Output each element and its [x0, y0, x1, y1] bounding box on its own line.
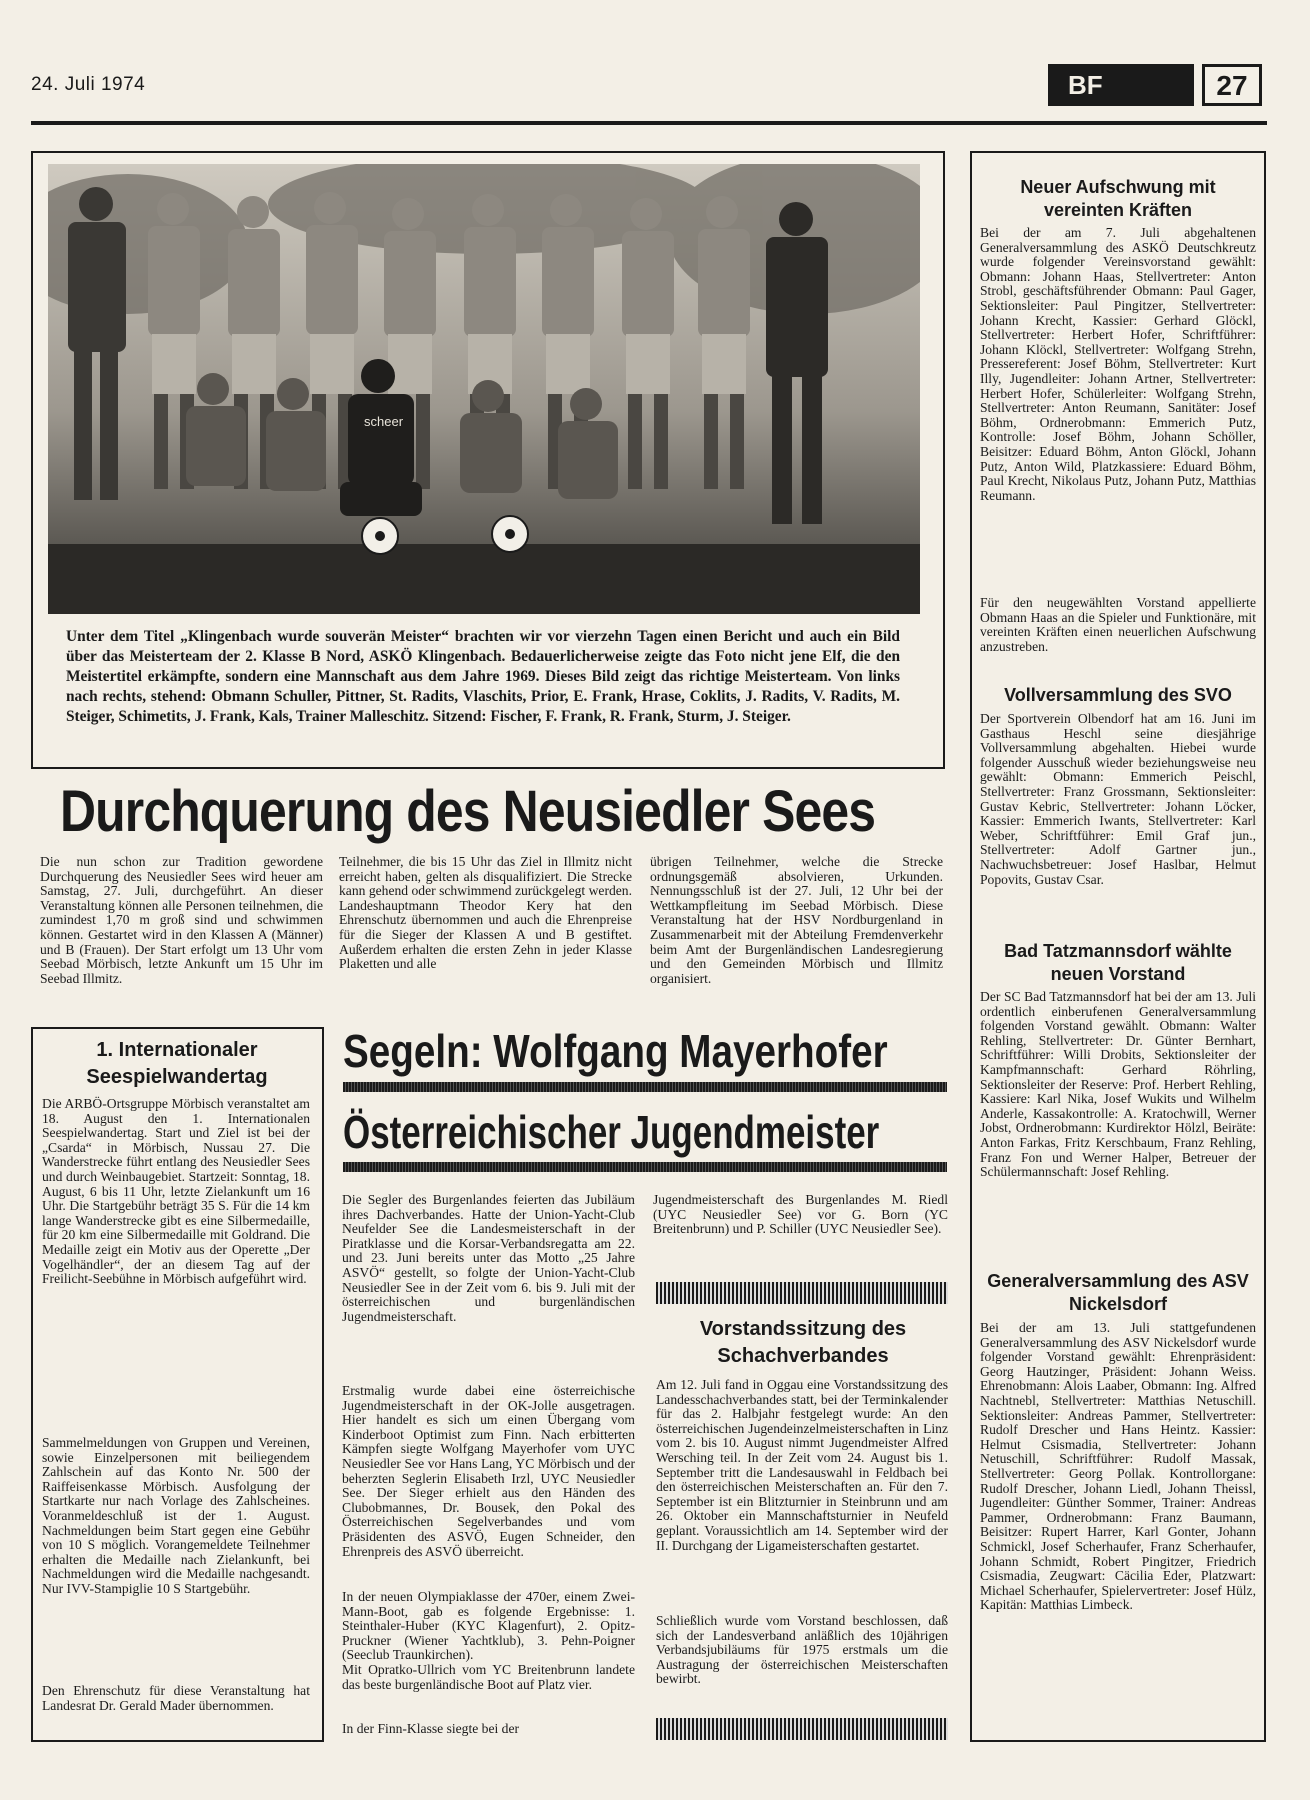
- headline-nickelsdorf: Generalversammlung des ASV Nickelsdorf: [987, 1271, 1249, 1314]
- seespiel-paragraph-1: Die ARBÖ-Ortsgruppe Mörbisch veranstaltet am 18. August den 1. Internationalen Seespielwandertag. Start und Ziel ist bei der „Csarda“ in Mörbisch, Nussau 27. Die Wanderstrecke führt entlang des Neusiedler Sees und durch Weinbaugebiet. Startzeit: Sonntag, 18. August, 6 bis 11 Uhr, letzte Zielankunft um 16 Uhr. Die Startgebühr beträgt 35 S. Für die 14 km lange Wanderstrecke gibt es eine Silbermedaille, für 20 km eine Silbermedaille mit Goldrand. Die Medaille zeigt ein Motiv aus der Operette „Der Vogelhändler“, der an diesem Tag auf der Freilicht-Seebühne in Mörbisch aufgeführt wird.: [42, 1096, 310, 1287]
- segeln-col1-paragraph-3: In der neuen Olympiaklasse der 470er, einem Zwei-Mann-Boot, gab es folgende Ergebnisse: 1. Steinthaler-Huber (KYC Klagenfurt), 2. Opitz-Pruckner (Wiener Yachtklub), 3. Pehn-Poigner (Seeclub Traunkirchen).: [342, 1589, 635, 1663]
- header-rule: [31, 121, 1267, 125]
- schach-paragraph-1: Am 12. Juli fand in Oggau eine Vorstandssitzung des Landesschachverbandes statt, bei der Terminkalender für das 2. Halbjahr festgelegt wurde: An den österreichischen Jugendeinzelmeisterschaften in Linz vom 2. bis 10. August nimmt Jugendmeister Alfred Wersching teil. In der Zeit vom 24. August bis 1. September tritt die Landesauswahl in Feldbach bei den österreichischen Meisterschaften an. Für den 7. September ist ein Blitzturnier in Steinbrunn und am 26. Oktober ein Mannschaftsturnier in Neufeld geplant. Voraussichtlich am 14. September wird der II. Durchgang der Ligameisterschaften gestartet.: [656, 1377, 948, 1553]
- segeln-col1-paragraph-1: Die Segler des Burgenlandes feierten das Jubiläum ihres Dachverbandes. Hatte der Union-Yacht-Club Neufelder See die Landesmeisterschaft in der Piratklasse und die Korsar-Verbandsregatta am 22. und 23. Juni bereits unter das Motto „25 Jahre ASVÖ“ gestellt, so folgte der Union-Yacht-Club Neusiedler See in der Zeit vom 6. bis 9. Juli mit der österreichischen und burgenländischen Jugendmeisterschaft.: [342, 1192, 635, 1324]
- schach-paragraph-2: Schließlich wurde vom Vorstand beschlossen, daß sich der Landesverband anläßlich des 10jährigen Verbandsjubiläums für 1975 erstmals um die Austragung der österreichischen Meisterschaften bewirbt.: [656, 1613, 948, 1687]
- headline-aufschwung: Neuer Aufschwung mit vereinten Kräften: [1020, 177, 1216, 220]
- headline-rule-1: [343, 1082, 947, 1092]
- segeln-col1-paragraph-4: Mit Opratko-Ullrich vom YC Breitenbrunn landete das beste burgenländische Boot auf Platz vier.: [342, 1662, 635, 1692]
- segeln-col2: Jugendmeisterschaft des Burgenlandes M. Riedl (UYC Neusiedler See) vor G. Born (YC Breitenbrunn) und P. Schiller (UYC Neusiedler See).: [653, 1192, 948, 1237]
- headline-tatzmannsdorf: Bad Tatzmannsdorf wählte neuen Vorstand: [1004, 941, 1232, 984]
- issue-date: 24. Juli 1974: [31, 74, 146, 95]
- headline-svo: Vollversammlung des SVO: [1004, 685, 1232, 705]
- headline-neusiedler-see: Durchquerung des Neusiedler Sees: [60, 779, 876, 844]
- neusiedl-col-2: Teilnehmer, die bis 15 Uhr das Ziel in Illmitz nicht erreicht haben, gelten als disqualifiziert. Die Strecke kann gehend oder schwimmend zurückgelegt werden. Landeshauptmann Theodor Kery hat den Ehrenschutz übernommen und auch die Ehrenpreise für die Sieger der Klassen A und B gestiftet. Außerdem erhalten die ersten Zehn in jeder Klasse Plaketten und alle: [339, 854, 632, 972]
- photo-caption: Unter dem Titel „Klingenbach wurde souverän Meister“ brachten wir vor vierzehn Tagen einen Bericht und auch ein Bild über das Meisterteam der 2. Klasse B Nord, ASKÖ Klingenbach. Bedauerlicherweise zeigte das Foto nicht jene Elf, die den Meistertitel erkämpfte, sondern eine Mannschaft aus dem Jahre 1969. Dieses Bild zeigt das richtige Meisterteam. Von links nach rechts, stehend: Obmann Schuller, Pittner, St. Radits, Vlaschits, Prior, E. Frank, Hrase, Coklits, J. Radits, V. Radits, M. Steiger, Schimetits, J. Frank, Kals, Trainer Malleschitz. Sitzend: Fischer, F. Frank, R. Frank, Sturm, J. Steiger.: [66, 628, 900, 725]
- jersey-lettering: scheer: [364, 414, 404, 429]
- schach-top-bar: [656, 1282, 948, 1304]
- headline-rule-2: [343, 1162, 947, 1172]
- team-photo: [48, 164, 920, 614]
- segeln-col1-paragraph-5: In der Finn-Klasse siegte bei der: [342, 1721, 520, 1736]
- headline-segeln: Segeln: Wolfgang Mayerhofer: [343, 1025, 888, 1077]
- headline-seespielwandertag: 1. Internationaler Seespielwandertag: [86, 1039, 268, 1088]
- segeln-col1-paragraph-2: Erstmalig wurde dabei eine österreichische Jugendmeisterschaft in der OK-Jolle ausgetragen. Hier handelt es sich um einen Übergang vom Kinderboot Optimist zum Finn. Nach erbitterten Kämpfen siegte Wolfgang Mayerhofer vom UYC Neusiedler See vor Hans Lang, YC Mörbisch und der beherzten Seglerin Elisabeth Irzl, UYC Neusiedler See. Der Sieger erhielt aus den Händen des Clubobmannes, Dr. Bousek, den Pokal des Österreichischen Segelverbandes und vom Präsidenten des ASVÖ, Eugen Schneider, den Ehrenpreis des ASVÖ überreicht.: [342, 1383, 635, 1559]
- page-number: 27: [1202, 64, 1262, 106]
- section-badge: BF: [1048, 64, 1194, 106]
- headline-jugendmeister: Österreichischer Jugendmeister: [343, 1106, 880, 1158]
- headline-schachverband: Vorstandssitzung des Schachverbandes: [699, 1318, 907, 1367]
- aufschwung-paragraph-2: Für den neugewählten Vorstand appellierte Obmann Haas an die Spieler und Funktionäre, mit vereinten Kräften einen neuerlichen Aufschwung anzustreben.: [980, 595, 1256, 654]
- neusiedl-col-3: übrigen Teilnehmer, welche die Strecke ordnungsgemäß absolvieren, Urkunden. Nennungsschluß ist der 27. Juli, 12 Uhr bei der Wettkampfleitung im Seebad Mörbisch. Diese Veranstaltung hat der HSV Nordburgenland in Zusammenarbeit mit der Abteilung Fremdenverkehr beim Amt der Burgenländischen Landesregierung und den Gemeinden Mörbisch und Illmitz organisiert.: [650, 854, 943, 986]
- tatzmannsdorf-paragraph: Der SC Bad Tatzmannsdorf hat bei der am 13. Juli ordentlich einberufenen Generalversammlung folgenden Vorstand gewählt. Obmann: Walter Rehling, Stellvertreter: Dr. Günter Bernhart, Schriftführer: Willi Drobits, Sektionsleiter der Kampfmannschaft: Gerhard Röhrling, Sektionsleiter der Reserve: Prof. Herbert Rehling, Kassiere: Karl Nika, Josef Wukits und Wilhelm Anderle, Kassakontrolle: A. Kratochwill, Werner Jobst, Ordnerobmann: Kurdirektor Hölzl, Beiräte: Anton Farkas, Fritz Kerschbaum, Franz Rehling, Franz Fon und Werner Halper, Betreuer der Schülermannschaft: Josef Rehling.: [980, 989, 1256, 1180]
- aufschwung-paragraph-1: Bei der am 7. Juli abgehaltenen Generalversammlung des ASKÖ Deutschkreutz wurde folgender Vereinsvorstand gewählt: Obmann: Johann Haas, Stellvertreter: Anton Strobl, geschäftsführender Obmann: Paul Gager, Sektionsleiter: Paul Pingitzer, Stellvertreter: Johann Krecht, Kassier: Gerhard Glöckl, Stellvertreter: Herbert Hofer, Schriftführer: Johann Klöckl, Stellvertreter: Wolfgang Strehn, Pressereferent: Josef Böhm, Stellvertreter: Kurt Illy, Jugendleiter: Johann Artner, Stellvertreter: Herbert Hofer, Schülerleiter: Wolfgang Strehn, Stellvertreter: Anton Reumann, Sanitäter: Josef Böhm, Ordnerobmann: Emmerich Putz, Kontrolle: Josef Böhm, Johann Schöller, Beisitzer: Eduard Böhm, Anton Glöckl, Johann Putz, Anton Wild, Platzkassiere: Eduard Böhm, Paul Krecht, Nikolaus Putz, Johann Putz, Matthias Reumann.: [980, 225, 1256, 503]
- schach-bottom-bar: [656, 1718, 948, 1740]
- neusiedl-col-1: Die nun schon zur Tradition gewordene Durchquerung des Neusiedler Sees wird heuer am Samstag, 27. Juli, durchgeführt. An dieser Veranstaltung können alle Personen teilnehmen, die zumindest 1,70 m groß sind und schwimmen können. Gestartet wird in den Klassen A (Männer) und B (Frauen). Der Start erfolgt um 13 Uhr vom Seebad Mörbisch, letzte Ankunft um 15 Uhr im Seebad Illmitz.: [40, 854, 323, 986]
- seespiel-paragraph-3: Den Ehrenschutz für diese Veranstaltung hat Landesrat Dr. Gerald Mader übernommen.: [42, 1683, 310, 1713]
- nickelsdorf-paragraph: Bei der am 13. Juli stattgefundenen Generalversammlung des ASV Nickelsdorf wurde folgender Vorstand gewählt: Ehrenpräsident: Georg Hautzinger, Präsident: Johann Weiss. Ehrenobmann: Alois Laaber, Obmann: Ing. Alfred Nachtnebl, Stellvertreter: Matthias Netuschill. Sektionsleiter: Andreas Pammer, Stellvertreter: Rudolf Drescher und Hans Heintz. Kassier: Helmut Csismadia, Stellvertreter: Johann Netuschill, Schriftführer: Rudolf Massak, Stellvertreter: Georg Pollak. Kontrollorgane: Rudolf Drescher, Johann Liedl, Johann Theissl, Jugendleiter: Günther Sommer, Trainer: Andreas Pammer, Ordnerobmann: Franz Baumann, Beisitzer: Rupert Harrer, Karl Gonter, Johann Schmickl, Josef Scherhaufer, Franz Scherhaufer, Johann Schmidt, Robert Pingitzer, Friedrich Csismadia, Zeugwart: Cäcilia Eder, Platzwart: Michael Scherhaufer, Spielervertreter: Josef Hülz, Kapitän: Matthias Limbeck.: [980, 1320, 1256, 1613]
- seespiel-paragraph-2: Sammelmeldungen von Gruppen und Vereinen, sowie Einzelpersonen mit beiliegendem Zahlschein auf das Konto Nr. 500 der Raiffeisenkasse Mörbisch. Ausfolgung der Startkarte nur nach Vorlage des Zahlscheines. Voranmeldeschluß ist der 1. August. Nachmeldungen beim Start gegen eine Gebühr von 10 S möglich. Vorangemeldete Teilnehmer erhalten die Medaille nach Zielankunft, bei Nachmeldungen wird die Medaille nachgesandt. Nur IVV-Stampiglie 10 S Startgebühr.: [42, 1435, 310, 1596]
- svo-paragraph: Der Sportverein Olbendorf hat am 16. Juni im Gasthaus Heschl seine diesjährige Vollversammlung abgehalten. Hiebei wurde folgender Ausschuß wieder beziehungsweise neu gewählt: Obmann: Emmerich Peischl, Stellvertreter: Franz Grossmann, Sektionsleiter: Gustav Kebric, Stellvertreter: Johann Löcker, Kassier: Emmerich Iwants, Stellvertreter: Karl Weber, Schriftführer: Emil Graf jun., Stellvertreter: Adolf Gartner jun., Nachwuchsbetreuer: Josef Haslbar, Helmut Popovits, Gustav Csar.: [980, 711, 1256, 887]
